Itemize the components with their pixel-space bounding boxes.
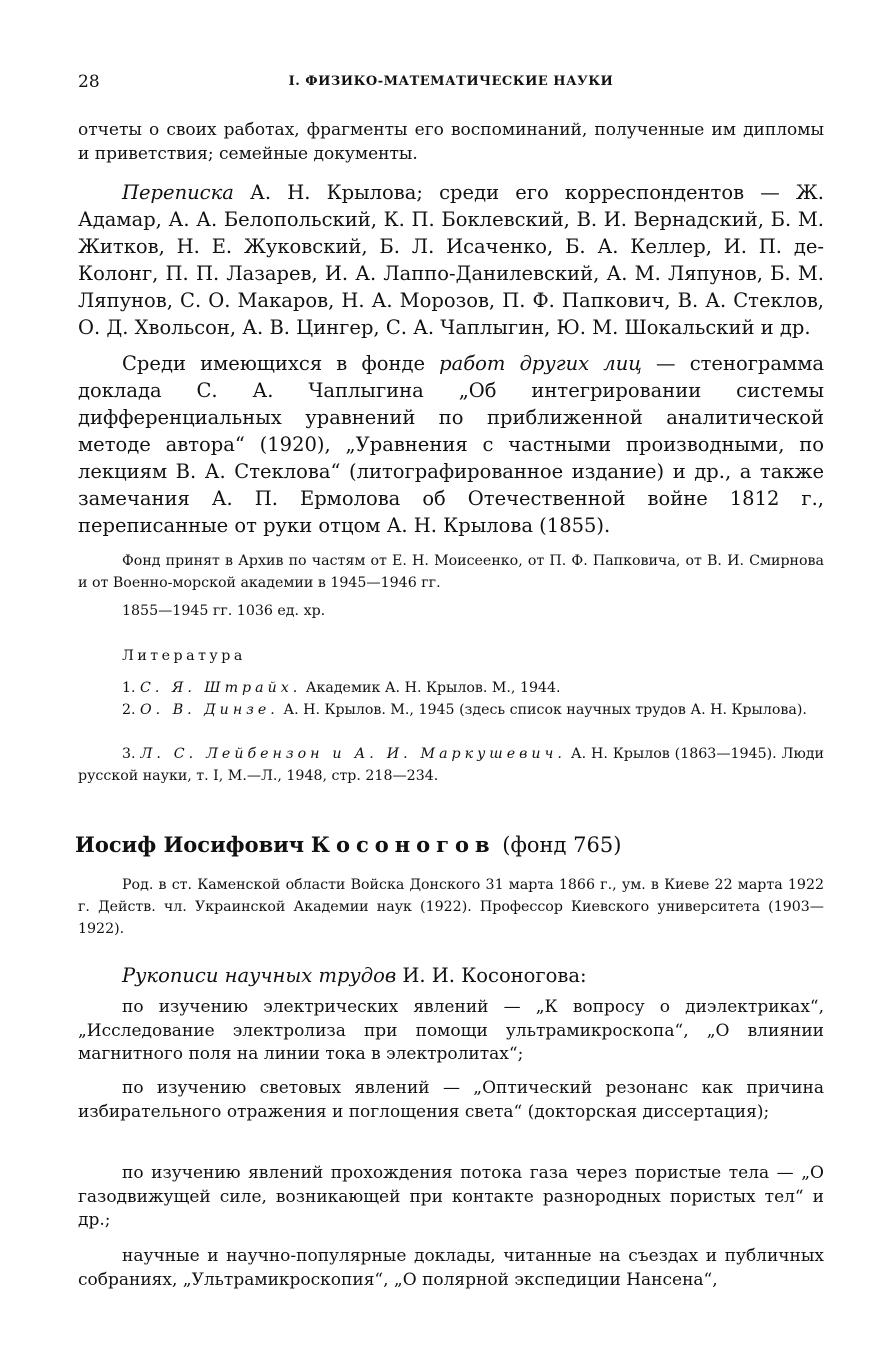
correspondence-text: А. Н. Крылова; среди его корреспондентов — Ж. Адамар, А. А. Белопольский, К. П. Боклевский, В. И. Вернадский, Б. М. Житков, Н. Е. Жуковский, Б. Л. Исаченко, Б. А. Келлер, И. П. де-Колонг, П. П. Лазарев, И. А. Лаппо-Данилевский, А. М. Ляпунов, Б. М. Ляпунов, С. О. Макаров, Н. А. Морозов, П. Ф. Папкович, В. А. Стеклов, О. Д. Хвольсон, А. В. Цингер, С. А. Чаплыгин, Ю. М. Шокальский и др. xyxy=(78,181,824,339)
person-surname: Косоногов xyxy=(310,832,496,857)
other-works-paragraph xyxy=(78,350,824,539)
literature-item-text: А. Н. Крылов (1863—1945). Люди русской науки, т. I, М.—Л., 1948, стр. 218—234. xyxy=(78,746,824,784)
person-heading xyxy=(75,832,621,857)
running-title: I. ФИЗИКО-МАТЕМАТИЧЕСКИЕ НАУКИ xyxy=(288,74,614,89)
fond-extent: 1855—1945 гг. 1036 ед. хр. xyxy=(122,603,326,619)
manuscripts-lead: Рукописи научных трудов xyxy=(122,964,397,987)
literature-item-text: А. Н. Крылов. М., 1945 (здесь список научных трудов А. Н. Крылова). xyxy=(278,702,807,718)
manuscript-item: по изучению явлений прохождения потока газа через пористые тела — „О газодвижущей силе, возникающей при контакте разнородных пористых тел“ и др.; xyxy=(78,1163,824,1230)
page-header xyxy=(78,72,824,96)
correspondence-lead: Переписка xyxy=(122,181,234,204)
other-works-after: — стенограмма доклада С. А. Чаплыгина „Об интегрировании системы дифференциальных уравнений по приближенной аналитической методе автора“ (1920), „Уравнения с частными производными, по лекциям В. А. Стеклова“ (литографированное издание) и др., а также замечания А. П. Ермолова об Отечественной войне 1812 г., переписанные от руки отцом А. Н. Крылова (1855). xyxy=(78,352,824,537)
correspondence-paragraph xyxy=(78,179,824,341)
other-works-lead: работ других лиц xyxy=(439,352,642,375)
manuscript-item: по изучению световых явлений — „Оптический резонанс как причина избирательного отражения и поглощения света“ (докторская диссертация); xyxy=(78,1078,824,1122)
person-fond-number: (фонд 765) xyxy=(502,833,622,857)
manuscripts-rest: И. И. Косоногова: xyxy=(396,964,587,987)
literature-item xyxy=(78,699,824,721)
literature-item-number: 1. xyxy=(122,680,141,696)
literature-item-author: Л. С. Лейбензон и А. И. Маркушевич. xyxy=(140,746,566,762)
page-number: 28 xyxy=(78,72,100,92)
person-bio: Род. в ст. Каменской области Войска Донского 31 марта 1866 г., ум. в Киеве 22 марта 1922 г. Действ. чл. Украинской Академии наук (1922). Профессор Киевского университета (1903—1922). xyxy=(78,877,824,937)
literature-item xyxy=(78,743,824,787)
literature-label: Литература xyxy=(122,648,246,664)
other-works-before: Среди имеющихся в фонде xyxy=(122,352,440,375)
fond-note: Фонд принят в Архив по частям от Е. Н. Моисеенко, от П. Ф. Папковича, от В. И. Смирнова и от Военно-морской академии в 1945—1946 гг. xyxy=(78,553,824,591)
literature-item-author: С. Я. Штрайх. xyxy=(140,680,302,696)
intro-paragraph: отчеты о своих работах, фрагменты его воспоминаний, полученные им дипломы и приветствия; семейные документы. xyxy=(78,120,824,164)
literature-item xyxy=(78,677,824,699)
literature-item-author: О. В. Динзе. xyxy=(140,702,279,718)
literature-item-text: Академик А. Н. Крылов. М., 1944. xyxy=(301,680,561,696)
literature-item-number: 2. xyxy=(122,702,141,718)
manuscript-item: научные и научно-популярные доклады, читанные на съездах и публичных собраниях, „Ультрамикроскопия“, „О полярной экспедиции Нансена“, xyxy=(78,1246,824,1290)
literature-item-number: 3. xyxy=(122,746,141,762)
manuscript-item: по изучению электрических явлений — „К вопросу о диэлектриках“, „Исследование электролиза при помощи ультрамикроскопа“, „О влиянии магнитного поля на линии тока в электролитах“; xyxy=(78,997,824,1064)
person-given-names: Иосиф Иосифович xyxy=(75,832,305,857)
manuscripts-heading xyxy=(78,962,824,989)
